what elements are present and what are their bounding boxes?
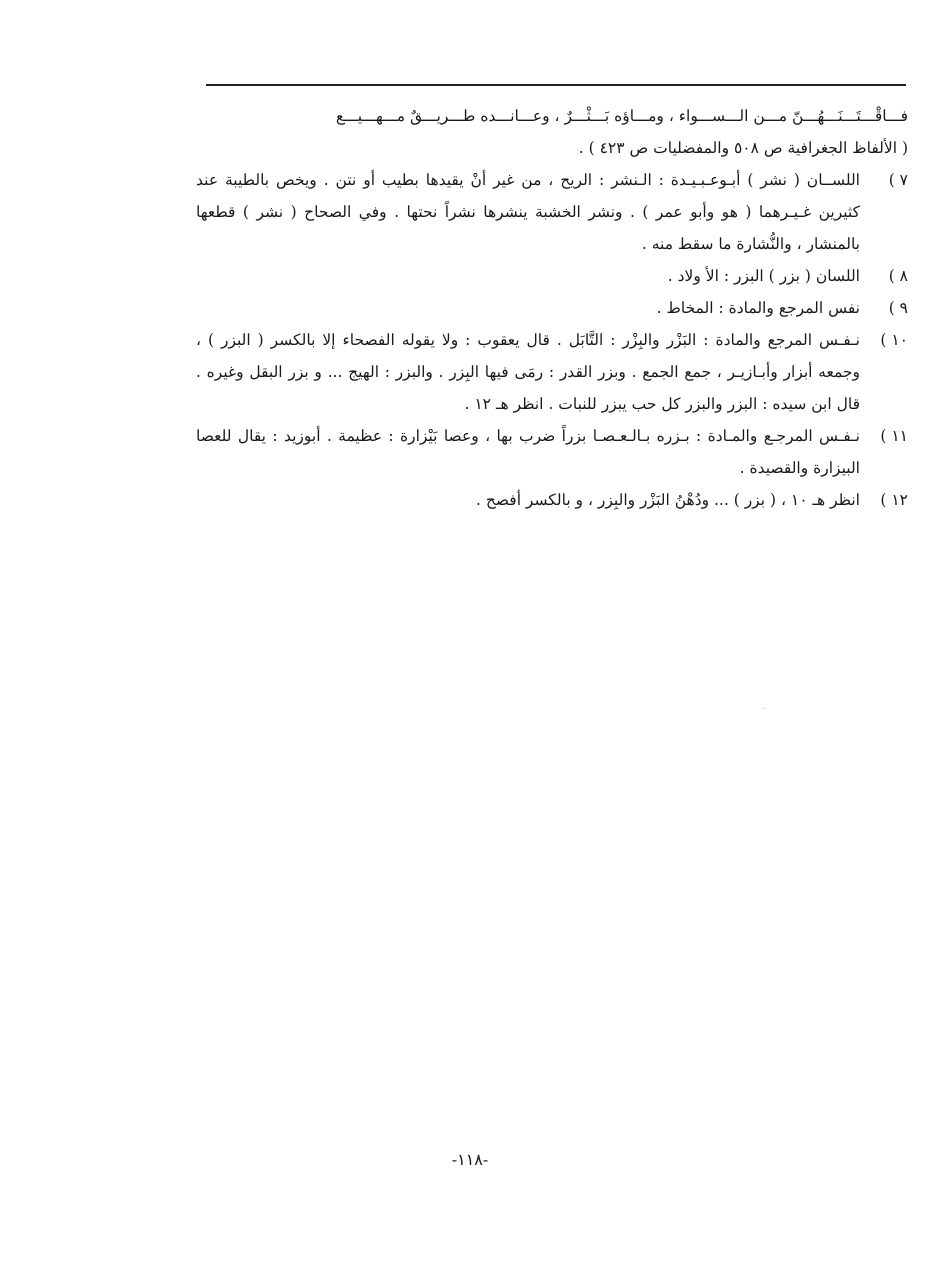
footnote-text: اللسان ( بزر ) البزر : الأ ولاد . — [667, 267, 860, 285]
continuation-verse-line: فـــاقْـــتَـــنَـــهُـــنّ مـــن الـــســـواء ، ومـــاؤه بَـــثْـــرٌ ، وعـــانـــده طـــريـــقٌ مـــهـــيـــع — [335, 107, 908, 125]
footnote-number: ٩ ) — [888, 299, 908, 317]
footnote-number: ١١ ) — [880, 427, 908, 445]
footnote-11 — [196, 420, 908, 484]
footnote-text: نفس المرجع والمادة : المخاط . — [656, 299, 860, 317]
footnote-number: ٨ ) — [888, 267, 908, 285]
footnote-separator-rule — [206, 84, 906, 86]
footnote-text: نـفـس المرجع والمادة : البَزْر والبِزْر : التَّابَل . قال يعقوب : ولا يقوله الفصحاء إلا بالكسر ( البزر ) ، وجمعه أبزار وأبـازيـر ، جمع الجمع . وبزر القدر : رمَى فيها البِزر . والبزر : الهيج ... و بزر البقل وغيره . قال ابن سيده : البزر والبزر كل حب يبزر للنبات . انظر هـ ١٢ . — [196, 331, 860, 413]
footnote-12 — [196, 484, 908, 516]
page-number: -١١٨- — [451, 1150, 489, 1169]
footnote-9 — [196, 292, 908, 324]
footnote-10 — [196, 324, 908, 420]
footnote-text: اللســان ( نشر ) أبـوعـبـيـدة : الـنشر : الريح ، من غير أنْ يقيدها بطيب أو نتن . ويخص بالطيبة عند كثيرين غـيـرهما ( هو وأبو عمر ) . ونشر الخشبة ينشرها نشراً نحتها . وفي الصحاح ( نشر ) قطعها بالمنشار ، والنُّشارة ما سقط منه . — [196, 171, 860, 253]
footnotes-block — [196, 100, 908, 516]
continuation-reference-line: ( الألفاظ الجغرافية ص ٥٠٨ والمفضليات ص ٤٢٣ ) . — [578, 139, 908, 157]
footnote-number: ٧ ) — [888, 171, 908, 189]
footnote-number: ١٢ ) — [880, 491, 908, 509]
footnote-8 — [196, 260, 908, 292]
scan-speck — [763, 708, 764, 709]
footnote-number: ١٠ ) — [880, 331, 908, 349]
footnote-text: نـفـس المرجـع والمـادة : بـزره بـالـعـصـا بزراً ضرب بها ، وعصا بَيْزارة : عظيمة . أبوزيد : يقال للعصا البيزارة والقصيدة . — [196, 427, 860, 477]
footnote-7 — [196, 164, 908, 260]
footnote-text: انظر هـ ١٠ ، ( بزر ) ... ودُهْنُ البَزْر والبِزر ، و بالكسر أفصح . — [475, 491, 860, 509]
